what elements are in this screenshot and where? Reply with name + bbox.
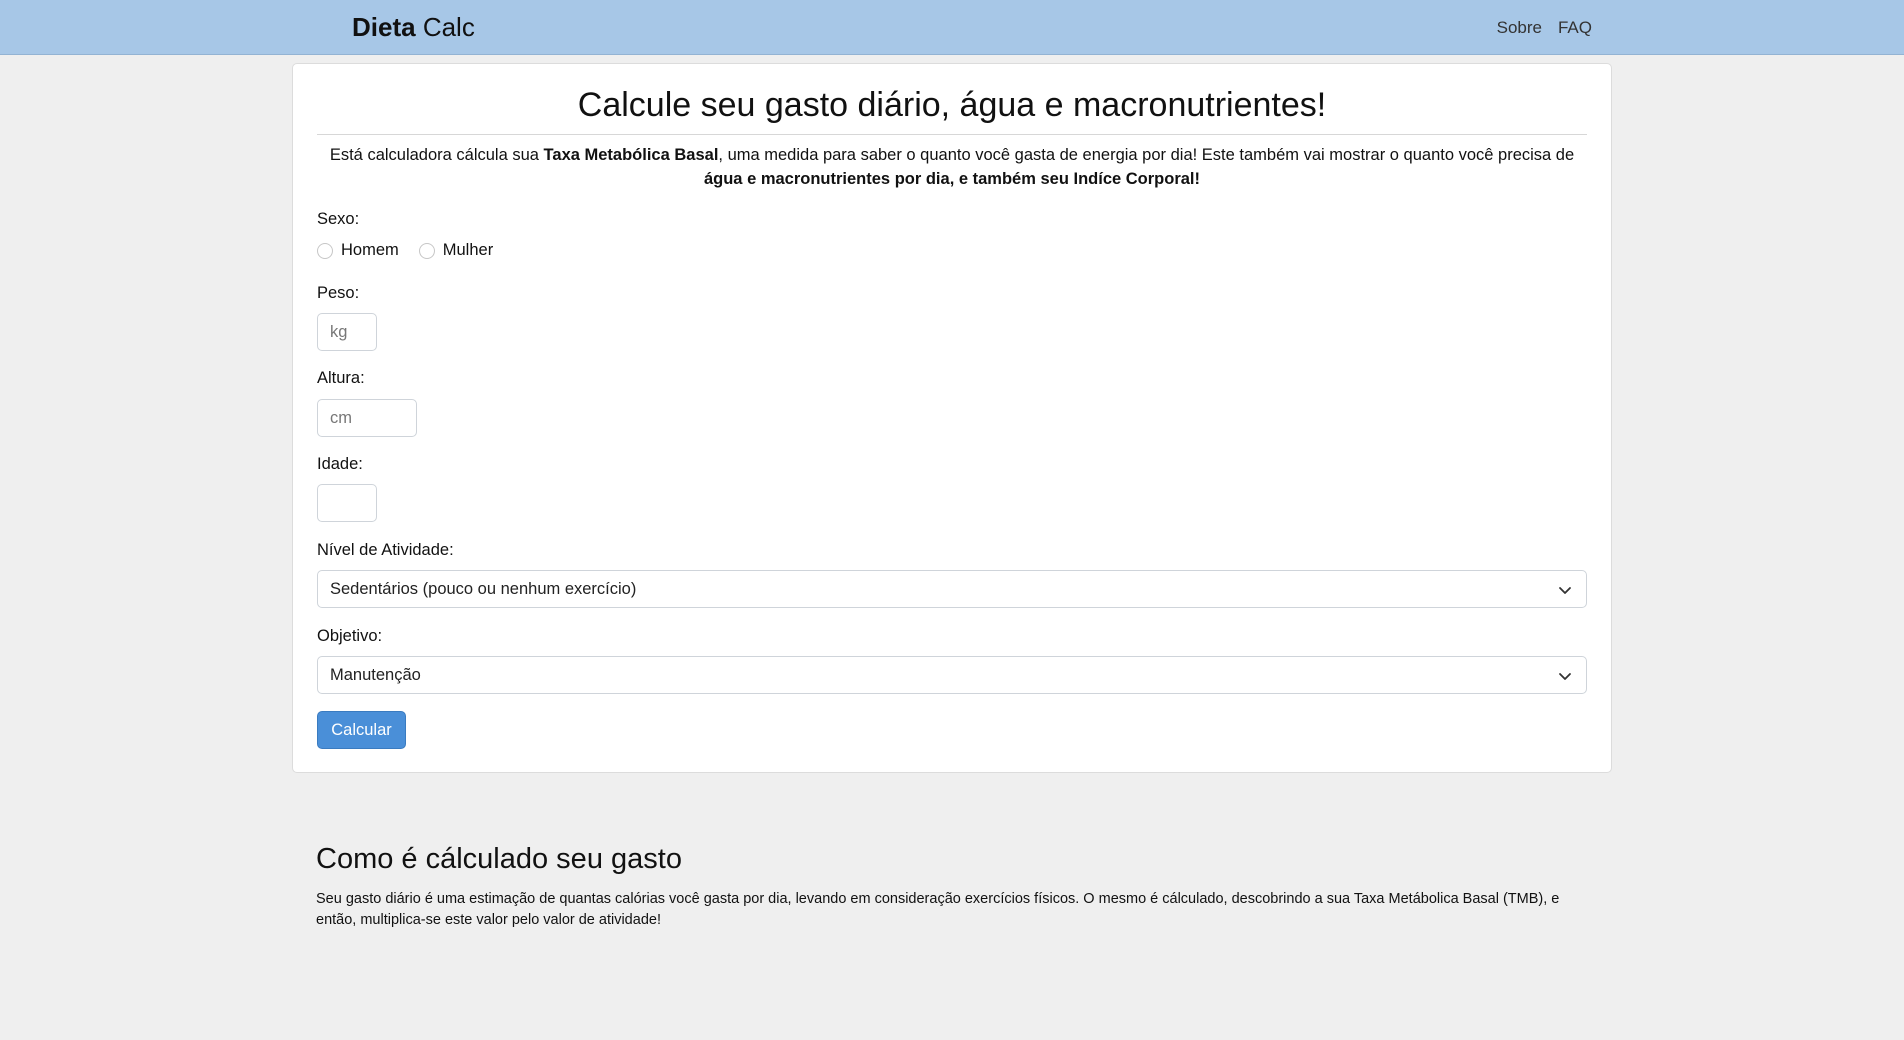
idade-input[interactable] xyxy=(317,484,377,522)
brand-regular: Calc xyxy=(422,12,475,42)
radio-homem-label[interactable]: Homem xyxy=(341,241,399,259)
objetivo-select[interactable] xyxy=(317,656,1587,694)
nav-links xyxy=(1497,18,1592,38)
calcular-button[interactable]: Calcular xyxy=(317,711,406,749)
objetivo-label: Objetivo: xyxy=(317,627,383,645)
idade-label: Idade: xyxy=(317,455,363,473)
atividade-select[interactable] xyxy=(317,570,1587,608)
objetivo-selected: Manutenção xyxy=(330,666,421,684)
title-divider xyxy=(317,134,1587,135)
chevron-down-icon xyxy=(1558,583,1572,597)
altura-label: Altura: xyxy=(317,369,365,387)
section-text: Seu gasto diário é uma estimação de quantas calórias você gasta por dia, levando em consideração exercícios físicos. O mesmo é cálculado, descobrindo a sua Taxa Metábolica Basal (TMB), e então, multiplica-se este valor pelo valor de atividade! xyxy=(316,891,1560,928)
radio-homem[interactable] xyxy=(317,243,333,259)
peso-label: Peso: xyxy=(317,284,360,302)
section-title: Como é cálculado seu gasto xyxy=(316,843,682,875)
sexo-radio-group xyxy=(317,241,513,260)
nav-link-faq[interactable]: FAQ xyxy=(1557,18,1592,37)
peso-input[interactable]: kg xyxy=(317,313,377,351)
intro-bold1: Taxa Metabólica Basal xyxy=(543,146,719,164)
nav-link-sobre[interactable]: Sobre xyxy=(1496,18,1542,37)
sexo-label: Sexo: xyxy=(317,210,360,228)
intro-part1: Está calculadora cálcula sua xyxy=(329,146,544,164)
intro-bold2: água e macronutrientes por dia, e também seu Indíce Corporal! xyxy=(703,170,1201,188)
radio-mulher[interactable] xyxy=(419,243,435,259)
brand-bold: Dieta xyxy=(352,12,416,42)
intro-text xyxy=(317,143,1587,191)
altura-input[interactable]: cm xyxy=(317,399,417,437)
brand-logo[interactable] xyxy=(352,12,475,43)
atividade-label: Nível de Atividade: xyxy=(317,541,454,559)
chevron-down-icon xyxy=(1558,669,1572,683)
page-title: Calcule seu gasto diário, água e macronutrientes! xyxy=(577,86,1327,124)
radio-mulher-label[interactable]: Mulher xyxy=(442,241,494,259)
navbar xyxy=(0,0,1904,55)
calculator-card xyxy=(292,63,1612,773)
intro-part2: , uma medida para saber o quanto você gasta de energia por dia! Este também vai mostrar o quanto você precisa de xyxy=(718,146,1575,164)
atividade-selected: Sedentários (pouco ou nenhum exercício) xyxy=(330,580,637,598)
